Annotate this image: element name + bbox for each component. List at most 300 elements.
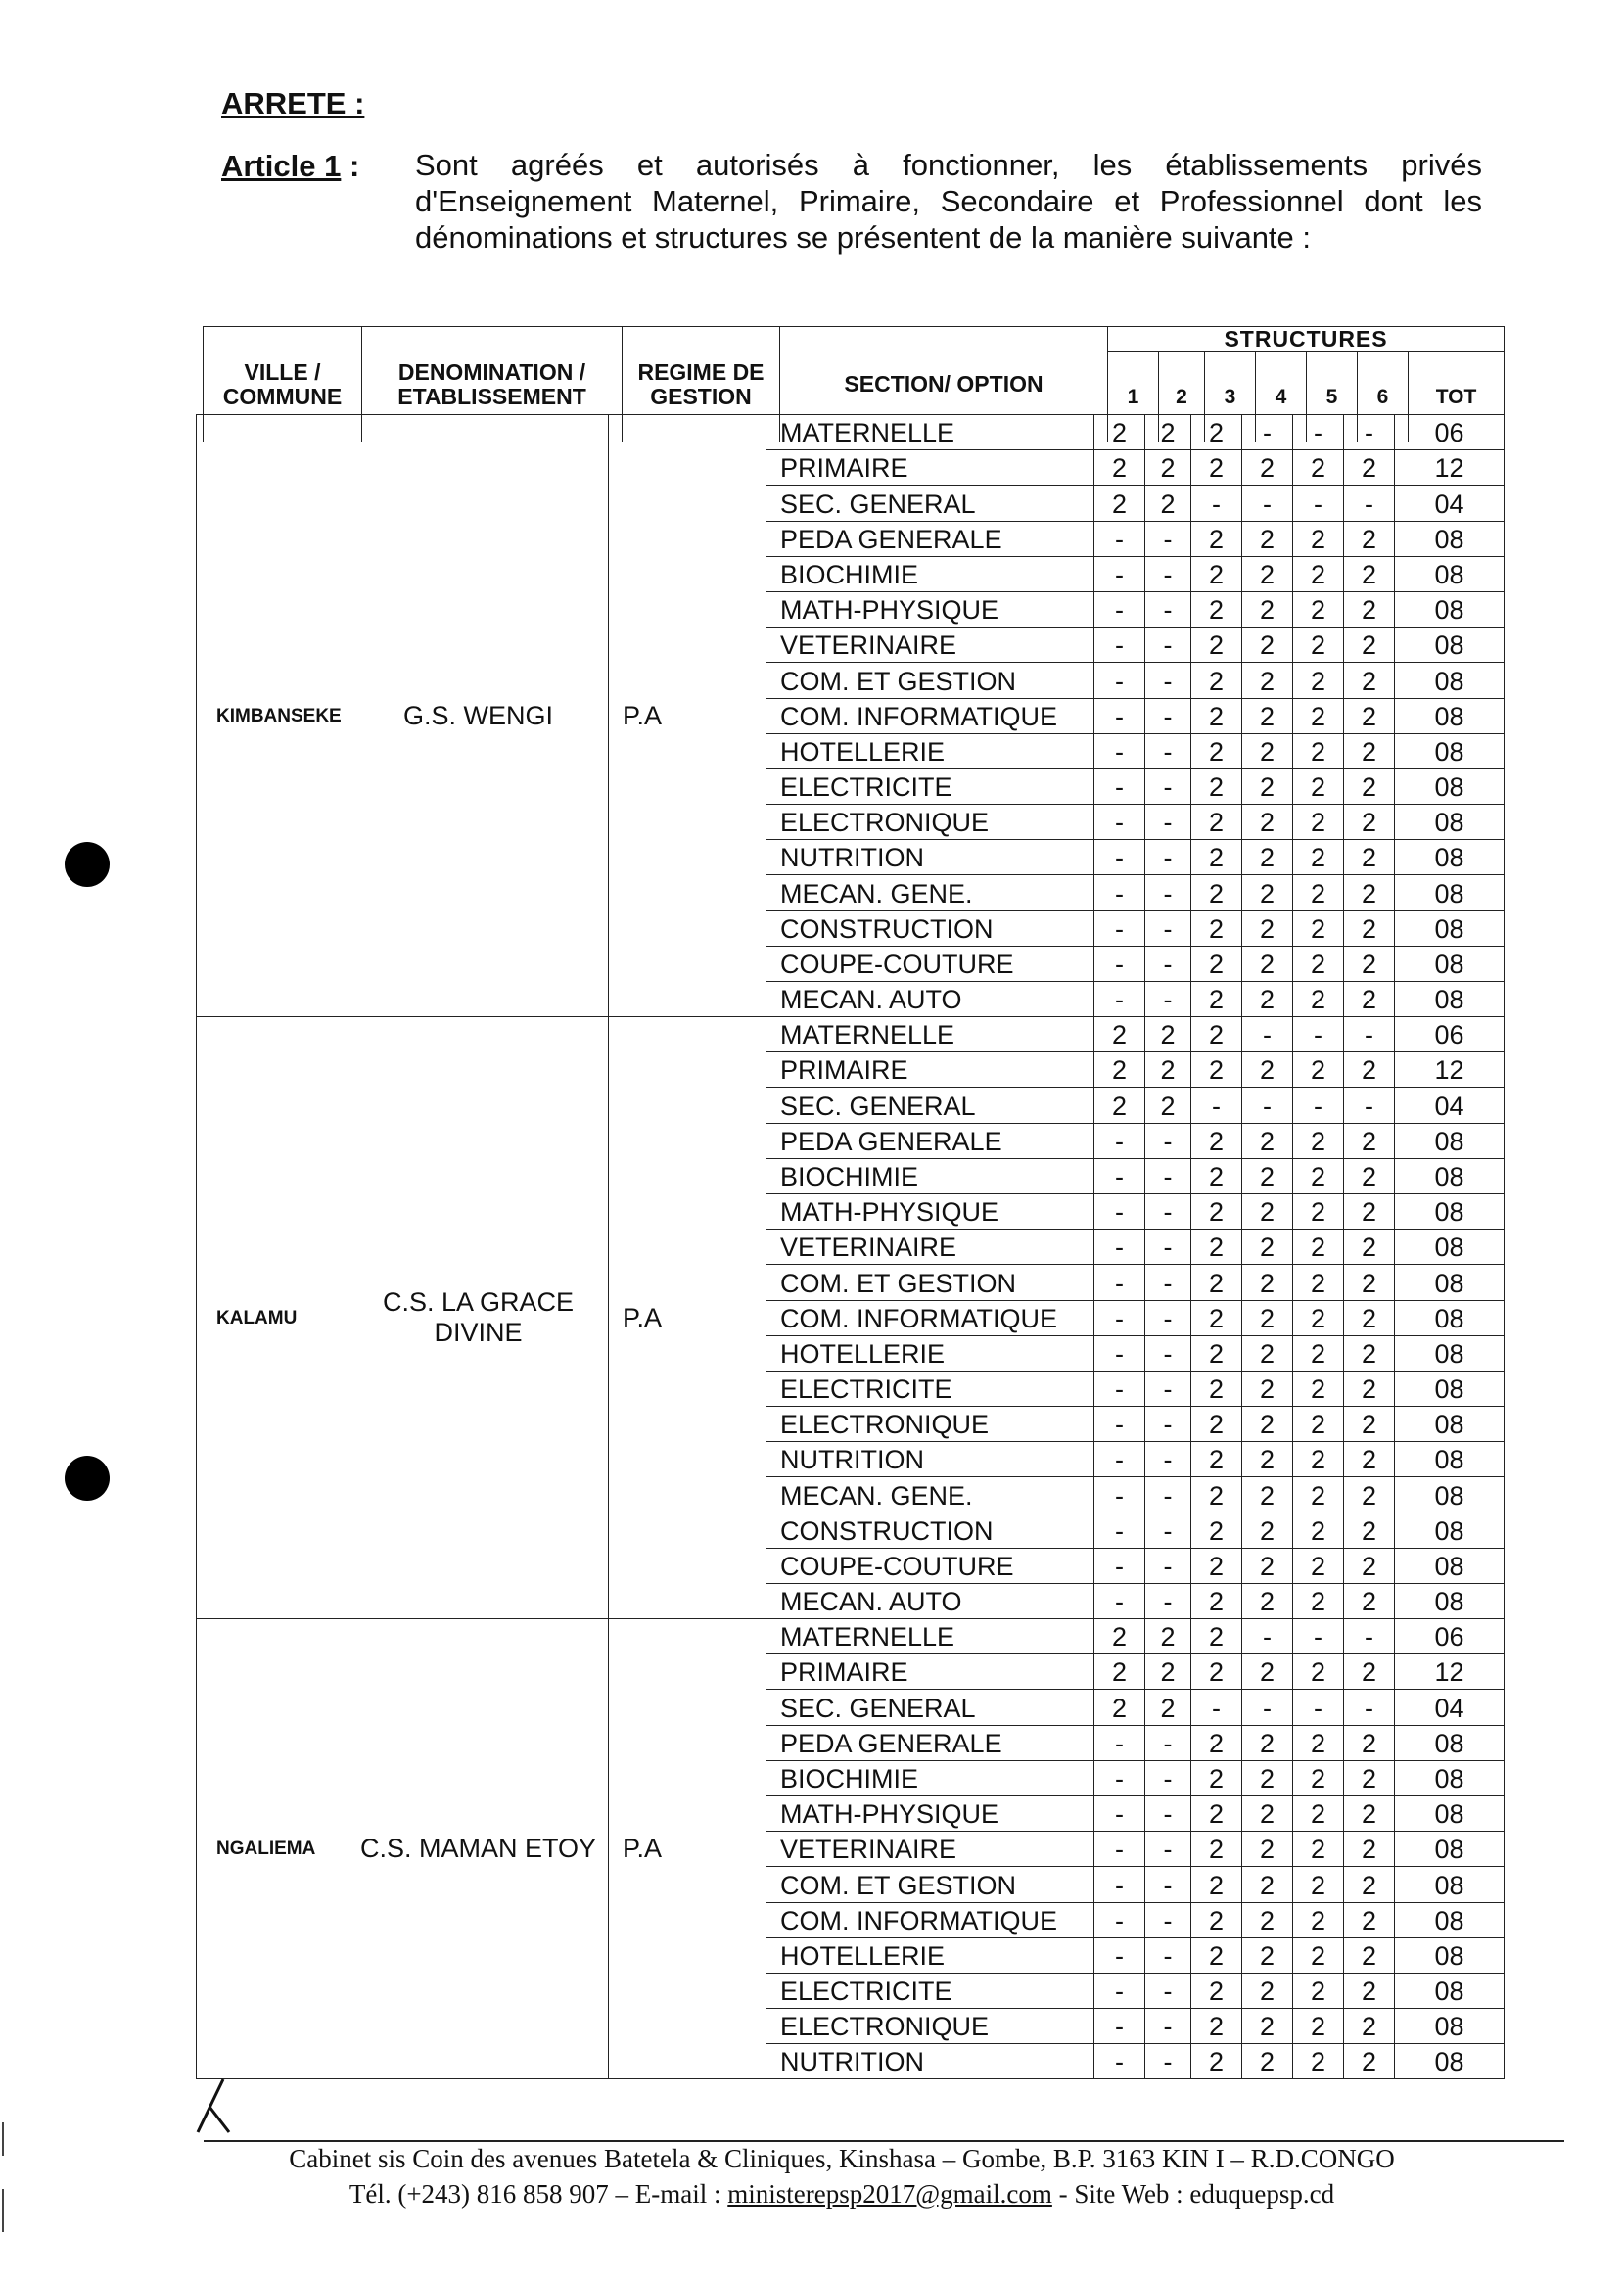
structure-level-4: 2	[1242, 1902, 1293, 1937]
structure-level-1: -	[1094, 1584, 1145, 1619]
scan-edge-mark	[2, 2122, 4, 2156]
structure-level-4: 2	[1242, 1230, 1293, 1265]
structure-level-3: 2	[1191, 1477, 1242, 1513]
regime-gestion: P.A	[609, 1619, 766, 2079]
structure-level-4: 2	[1242, 1654, 1293, 1690]
signature-mark	[190, 2075, 249, 2134]
structure-total: 08	[1395, 521, 1505, 556]
section-option: MECAN. GENE.	[766, 1477, 1094, 1513]
structure-level-2: -	[1145, 1407, 1191, 1442]
structure-level-4: 2	[1242, 1265, 1293, 1300]
structure-total: 08	[1395, 1548, 1505, 1583]
structure-level-5: 2	[1293, 1725, 1344, 1760]
structure-level-5: 2	[1293, 628, 1344, 663]
structure-level-6: 2	[1344, 1584, 1395, 1619]
structure-level-2: -	[1145, 698, 1191, 733]
structure-level-5: 2	[1293, 1548, 1344, 1583]
structure-level-1: -	[1094, 805, 1145, 840]
structure-level-4: 2	[1242, 1193, 1293, 1229]
structure-total: 08	[1395, 1760, 1505, 1795]
school-block-ngaliema	[196, 1618, 1505, 2079]
structure-level-5: 2	[1293, 910, 1344, 946]
ville-commune: KIMBANSEKE	[197, 415, 348, 1017]
structure-level-1: -	[1094, 1513, 1145, 1548]
structure-level-5: 2	[1293, 698, 1344, 733]
structure-total: 08	[1395, 1442, 1505, 1477]
structure-level-1: 2	[1094, 1088, 1145, 1123]
structure-level-1: -	[1094, 1123, 1145, 1158]
structure-level-1: 2	[1094, 1017, 1145, 1052]
footer-site: - Site Web : eduquepsp.cd	[1051, 2179, 1335, 2209]
structure-level-3: 2	[1191, 1158, 1242, 1193]
structure-level-3: 2	[1191, 982, 1242, 1017]
section-option: BIOCHIMIE	[766, 556, 1094, 591]
section-option: NUTRITION	[766, 840, 1094, 875]
structure-total: 04	[1395, 486, 1505, 521]
structure-level-5: 2	[1293, 875, 1344, 910]
structure-level-1: 2	[1094, 450, 1145, 486]
header-level-2: 2	[1159, 352, 1205, 442]
structure-level-3: 2	[1191, 840, 1242, 875]
structure-level-6: 2	[1344, 450, 1395, 486]
structure-level-2: -	[1145, 556, 1191, 591]
structure-level-3: 2	[1191, 2009, 1242, 2044]
structure-total: 06	[1395, 415, 1505, 450]
structure-level-5: 2	[1293, 982, 1344, 1017]
structure-level-6: 2	[1344, 1265, 1395, 1300]
section-option: NUTRITION	[766, 1442, 1094, 1477]
structure-level-5: 2	[1293, 2009, 1344, 2044]
section-option: PRIMAIRE	[766, 1052, 1094, 1088]
structure-level-6: 2	[1344, 556, 1395, 591]
section-option: COM. INFORMATIQUE	[766, 1300, 1094, 1335]
structure-level-1: -	[1094, 1973, 1145, 2008]
punch-hole	[65, 842, 110, 887]
section-option: ELECTRONIQUE	[766, 1407, 1094, 1442]
structure-level-4: 2	[1242, 450, 1293, 486]
section-option: MATH-PHYSIQUE	[766, 1193, 1094, 1229]
structure-level-5: 2	[1293, 1973, 1344, 2008]
structure-level-2: -	[1145, 663, 1191, 698]
footer-tel: Tél. (+243) 816 858 907 – E-mail :	[348, 2179, 728, 2209]
structure-level-5: 2	[1293, 1407, 1344, 1442]
structure-total: 08	[1395, 982, 1505, 1017]
section-option: COM. INFORMATIQUE	[766, 1902, 1094, 1937]
structure-level-1: -	[1094, 1937, 1145, 1973]
section-option: MATH-PHYSIQUE	[766, 591, 1094, 627]
structure-level-1: -	[1094, 1477, 1145, 1513]
structure-level-5: -	[1293, 1619, 1344, 1654]
structure-level-3: 2	[1191, 556, 1242, 591]
structure-level-5: 2	[1293, 556, 1344, 591]
structure-level-1: -	[1094, 840, 1145, 875]
structure-level-1: -	[1094, 663, 1145, 698]
structure-level-3: 2	[1191, 1193, 1242, 1229]
structure-level-3: 2	[1191, 1795, 1242, 1831]
footer-contact	[196, 2179, 1488, 2210]
structure-level-3: 2	[1191, 1407, 1242, 1442]
structure-level-2: -	[1145, 875, 1191, 910]
structure-level-4: -	[1242, 486, 1293, 521]
structure-level-1: -	[1094, 1335, 1145, 1371]
structure-level-4: -	[1242, 1619, 1293, 1654]
structure-level-2: -	[1145, 1123, 1191, 1158]
structure-level-5: 2	[1293, 2044, 1344, 2079]
structure-level-6: 2	[1344, 698, 1395, 733]
structure-level-2: -	[1145, 1725, 1191, 1760]
structure-level-4: 2	[1242, 1407, 1293, 1442]
structure-level-3: 2	[1191, 733, 1242, 768]
structure-level-3: 2	[1191, 1937, 1242, 1973]
section-option: MECAN. GENE.	[766, 875, 1094, 910]
structure-level-1: -	[1094, 1371, 1145, 1406]
structure-level-2: -	[1145, 1371, 1191, 1406]
header-denomination: DENOMINATION / ETABLISSEMENT	[362, 327, 623, 442]
section-option: COM. INFORMATIQUE	[766, 698, 1094, 733]
structure-level-3: 2	[1191, 1725, 1242, 1760]
structure-level-4: 2	[1242, 1867, 1293, 1902]
structure-total: 08	[1395, 805, 1505, 840]
structure-level-2: 2	[1145, 1017, 1191, 1052]
structure-total: 06	[1395, 1017, 1505, 1052]
structure-total: 08	[1395, 1407, 1505, 1442]
structure-level-4: 2	[1242, 1725, 1293, 1760]
section-option: ELECTRONIQUE	[766, 2009, 1094, 2044]
structure-level-4: 2	[1242, 1300, 1293, 1335]
structure-level-3: 2	[1191, 1548, 1242, 1583]
section-option: CONSTRUCTION	[766, 1513, 1094, 1548]
structure-level-6: 2	[1344, 1760, 1395, 1795]
structure-level-3: -	[1191, 1690, 1242, 1725]
structure-level-6: 2	[1344, 1973, 1395, 2008]
structure-level-6: 2	[1344, 1937, 1395, 1973]
structure-level-5: 2	[1293, 1335, 1344, 1371]
structure-level-2: -	[1145, 1973, 1191, 2008]
regime-gestion: P.A	[609, 1017, 766, 1619]
structure-level-4: -	[1242, 1690, 1293, 1725]
section-option: MATERNELLE	[766, 415, 1094, 450]
structure-level-5: 2	[1293, 1158, 1344, 1193]
structure-level-6: 2	[1344, 982, 1395, 1017]
structure-level-3: 2	[1191, 1442, 1242, 1477]
structure-level-5: 2	[1293, 1795, 1344, 1831]
structure-level-5: 2	[1293, 805, 1344, 840]
structure-level-4: 2	[1242, 628, 1293, 663]
structure-level-2: 2	[1145, 1088, 1191, 1123]
structure-level-2: -	[1145, 1937, 1191, 1973]
section-option: ELECTRICITE	[766, 1973, 1094, 2008]
structure-level-3: -	[1191, 486, 1242, 521]
structure-level-1: -	[1094, 1442, 1145, 1477]
structure-level-6: 2	[1344, 1725, 1395, 1760]
structure-total: 08	[1395, 1123, 1505, 1158]
structure-total: 08	[1395, 1230, 1505, 1265]
structure-level-1: -	[1094, 768, 1145, 804]
structure-total: 08	[1395, 1973, 1505, 2008]
structure-level-2: -	[1145, 910, 1191, 946]
structure-level-6: 2	[1344, 1902, 1395, 1937]
structure-level-4: 2	[1242, 1548, 1293, 1583]
structure-level-4: 2	[1242, 982, 1293, 1017]
structure-level-4: 2	[1242, 768, 1293, 804]
structure-level-3: 2	[1191, 415, 1242, 450]
structure-level-2: -	[1145, 1513, 1191, 1548]
structure-level-6: 2	[1344, 946, 1395, 981]
section-option: PRIMAIRE	[766, 1654, 1094, 1690]
header-regime: REGIME DE GESTION	[623, 327, 780, 442]
structure-total: 08	[1395, 1265, 1505, 1300]
structure-level-2: -	[1145, 768, 1191, 804]
structure-level-2: -	[1145, 1335, 1191, 1371]
structure-level-4: 2	[1242, 733, 1293, 768]
etablissement-name: G.S. WENGI	[348, 415, 609, 1017]
structure-level-3: 2	[1191, 1513, 1242, 1548]
structure-level-3: 2	[1191, 1371, 1242, 1406]
section-option: NUTRITION	[766, 2044, 1094, 2079]
section-option: MECAN. AUTO	[766, 1584, 1094, 1619]
structure-level-3: 2	[1191, 450, 1242, 486]
table-row	[197, 1619, 1505, 1654]
structure-level-3: -	[1191, 1088, 1242, 1123]
structure-level-6: 2	[1344, 768, 1395, 804]
structure-total: 08	[1395, 946, 1505, 981]
structure-level-5: 2	[1293, 1052, 1344, 1088]
footer-address: Cabinet sis Coin des avenues Batetela & Cliniques, Kinshasa – Gombe, B.P. 3163 KIN I – R.D.CONGO	[289, 2144, 1395, 2173]
structure-level-5: 2	[1293, 1371, 1344, 1406]
section-option: MATERNELLE	[766, 1017, 1094, 1052]
structure-level-6: 2	[1344, 1123, 1395, 1158]
section-option: HOTELLERIE	[766, 1335, 1094, 1371]
structure-level-5: 2	[1293, 768, 1344, 804]
section-option: SEC. GENERAL	[766, 1690, 1094, 1725]
structure-level-2: -	[1145, 2009, 1191, 2044]
article-text: Sont agréés et autorisés à fonctionner, les établissements privés d'Enseignement Maternel, Primaire, Secondaire et Professionnel dont les dénominations et structures se présentent de la manière suivante :	[415, 148, 1482, 255]
structure-level-3: 2	[1191, 1052, 1242, 1088]
structure-level-4: 2	[1242, 1335, 1293, 1371]
footer-email-link[interactable]: ministerepsp2017@gmail.com	[727, 2179, 1052, 2209]
structure-level-3: 2	[1191, 591, 1242, 627]
structure-level-2: 2	[1145, 1052, 1191, 1088]
structure-total: 06	[1395, 1619, 1505, 1654]
structure-level-4: 2	[1242, 1584, 1293, 1619]
structure-level-6: 2	[1344, 1795, 1395, 1831]
structure-level-1: -	[1094, 1265, 1145, 1300]
structure-total: 08	[1395, 1477, 1505, 1513]
structure-level-2: -	[1145, 1867, 1191, 1902]
structure-level-4: 2	[1242, 591, 1293, 627]
structure-level-3: 2	[1191, 628, 1242, 663]
etablissement-name: C.S. LA GRACE DIVINE	[348, 1017, 609, 1619]
structure-level-5: 2	[1293, 663, 1344, 698]
structure-level-6: 2	[1344, 840, 1395, 875]
structure-total: 08	[1395, 698, 1505, 733]
structure-level-5: 2	[1293, 591, 1344, 627]
structure-total: 08	[1395, 910, 1505, 946]
structure-level-2: -	[1145, 1230, 1191, 1265]
structure-level-4: -	[1242, 1088, 1293, 1123]
structure-level-4: 2	[1242, 1442, 1293, 1477]
structure-level-2: -	[1145, 521, 1191, 556]
structure-level-2: 2	[1145, 415, 1191, 450]
structure-level-1: 2	[1094, 486, 1145, 521]
structure-level-1: -	[1094, 2009, 1145, 2044]
structure-level-2: -	[1145, 1902, 1191, 1937]
structure-level-1: -	[1094, 1407, 1145, 1442]
structure-total: 08	[1395, 1584, 1505, 1619]
structure-level-5: 2	[1293, 1902, 1344, 1937]
structure-level-6: 2	[1344, 1371, 1395, 1406]
structure-level-5: 2	[1293, 1123, 1344, 1158]
structure-level-6: 2	[1344, 1654, 1395, 1690]
structure-level-6: 2	[1344, 628, 1395, 663]
structure-level-5: 2	[1293, 946, 1344, 981]
structure-level-4: 2	[1242, 1937, 1293, 1973]
structure-level-3: 2	[1191, 768, 1242, 804]
structure-level-4: 2	[1242, 840, 1293, 875]
structure-level-6: 2	[1344, 1052, 1395, 1088]
structure-level-4: -	[1242, 1017, 1293, 1052]
structure-total: 08	[1395, 1725, 1505, 1760]
section-option: BIOCHIMIE	[766, 1158, 1094, 1193]
structure-total: 08	[1395, 1902, 1505, 1937]
structure-level-6: 2	[1344, 1193, 1395, 1229]
structure-level-3: 2	[1191, 1230, 1242, 1265]
page-heading: ARRETE :	[221, 86, 365, 120]
section-option: COUPE-COUTURE	[766, 946, 1094, 981]
table-row	[197, 1017, 1505, 1052]
school-block-kalamu	[196, 1016, 1505, 1619]
structure-level-1: 2	[1094, 415, 1145, 450]
structure-level-5: 2	[1293, 1584, 1344, 1619]
structure-level-5: 2	[1293, 1760, 1344, 1795]
structure-level-3: 2	[1191, 1335, 1242, 1371]
structure-level-5: -	[1293, 486, 1344, 521]
structure-total: 12	[1395, 1654, 1505, 1690]
section-option: MECAN. AUTO	[766, 982, 1094, 1017]
structure-level-5: 2	[1293, 1265, 1344, 1300]
structure-level-5: 2	[1293, 1937, 1344, 1973]
structure-total: 08	[1395, 840, 1505, 875]
structure-level-6: 2	[1344, 1513, 1395, 1548]
structure-level-3: 2	[1191, 2044, 1242, 2079]
structure-level-6: 2	[1344, 1158, 1395, 1193]
structure-level-3: 2	[1191, 1017, 1242, 1052]
table-row	[197, 415, 1505, 450]
structure-level-6: -	[1344, 1088, 1395, 1123]
structure-level-6: 2	[1344, 663, 1395, 698]
section-option: PEDA GENERALE	[766, 1725, 1094, 1760]
structure-level-2: -	[1145, 1832, 1191, 1867]
structure-level-3: 2	[1191, 1265, 1242, 1300]
structure-total: 08	[1395, 1371, 1505, 1406]
structure-level-1: -	[1094, 1193, 1145, 1229]
structure-total: 08	[1395, 2044, 1505, 2079]
structure-level-1: -	[1094, 1548, 1145, 1583]
structure-total: 08	[1395, 768, 1505, 804]
structure-level-4: -	[1242, 415, 1293, 450]
structure-level-1: -	[1094, 2044, 1145, 2079]
structure-level-2: 2	[1145, 486, 1191, 521]
structure-level-1: -	[1094, 556, 1145, 591]
structure-level-6: 2	[1344, 1442, 1395, 1477]
structure-total: 08	[1395, 1335, 1505, 1371]
structure-level-4: 2	[1242, 1513, 1293, 1548]
structure-level-5: 2	[1293, 733, 1344, 768]
section-option: HOTELLERIE	[766, 1937, 1094, 1973]
structure-level-6: 2	[1344, 521, 1395, 556]
structure-level-3: 2	[1191, 1902, 1242, 1937]
structure-level-2: -	[1145, 1265, 1191, 1300]
structure-level-3: 2	[1191, 1300, 1242, 1335]
structure-level-1: -	[1094, 1795, 1145, 1831]
structure-total: 08	[1395, 1193, 1505, 1229]
structure-level-4: 2	[1242, 521, 1293, 556]
structure-level-3: 2	[1191, 663, 1242, 698]
school-block-kimbanseke	[196, 414, 1505, 1017]
structure-level-2: -	[1145, 1795, 1191, 1831]
section-option: COUPE-COUTURE	[766, 1548, 1094, 1583]
structure-level-1: 2	[1094, 1052, 1145, 1088]
structure-level-1: -	[1094, 910, 1145, 946]
structure-level-6: 2	[1344, 1867, 1395, 1902]
structure-level-5: 2	[1293, 840, 1344, 875]
structure-level-6: -	[1344, 1690, 1395, 1725]
structure-level-5: 2	[1293, 1867, 1344, 1902]
punch-hole	[65, 1456, 110, 1501]
structure-level-3: 2	[1191, 1123, 1242, 1158]
structure-total: 08	[1395, 1513, 1505, 1548]
structure-level-6: 2	[1344, 733, 1395, 768]
structure-level-2: -	[1145, 1548, 1191, 1583]
section-option: COM. ET GESTION	[766, 663, 1094, 698]
etablissement-name: C.S. MAMAN ETOY	[348, 1619, 609, 2079]
structure-level-1: -	[1094, 946, 1145, 981]
structure-level-2: -	[1145, 1300, 1191, 1335]
ville-commune: NGALIEMA	[197, 1619, 348, 2079]
structure-level-3: 2	[1191, 698, 1242, 733]
header-level-4: 4	[1256, 352, 1307, 442]
structure-level-4: 2	[1242, 875, 1293, 910]
structure-level-4: 2	[1242, 1123, 1293, 1158]
structure-level-1: -	[1094, 875, 1145, 910]
structure-level-2: -	[1145, 840, 1191, 875]
structure-level-4: 2	[1242, 663, 1293, 698]
section-option: PEDA GENERALE	[766, 521, 1094, 556]
structure-level-2: -	[1145, 1760, 1191, 1795]
structure-total: 08	[1395, 875, 1505, 910]
section-option: VETERINAIRE	[766, 1832, 1094, 1867]
structure-level-5: 2	[1293, 1654, 1344, 1690]
regime-gestion: P.A	[609, 415, 766, 1017]
structure-total: 08	[1395, 1832, 1505, 1867]
structure-level-2: -	[1145, 1158, 1191, 1193]
structure-level-6: 2	[1344, 805, 1395, 840]
section-option: CONSTRUCTION	[766, 910, 1094, 946]
structure-level-3: 2	[1191, 805, 1242, 840]
structure-level-5: -	[1293, 415, 1344, 450]
structure-total: 08	[1395, 556, 1505, 591]
structure-level-1: 2	[1094, 1619, 1145, 1654]
structure-level-3: 2	[1191, 910, 1242, 946]
structure-level-6: 2	[1344, 1832, 1395, 1867]
section-option: ELECTRONIQUE	[766, 805, 1094, 840]
structure-level-4: 2	[1242, 1052, 1293, 1088]
article-label	[221, 149, 359, 184]
structure-level-4: 2	[1242, 1371, 1293, 1406]
structure-level-5: 2	[1293, 1300, 1344, 1335]
structure-level-6: 2	[1344, 1477, 1395, 1513]
structure-level-3: 2	[1191, 1654, 1242, 1690]
